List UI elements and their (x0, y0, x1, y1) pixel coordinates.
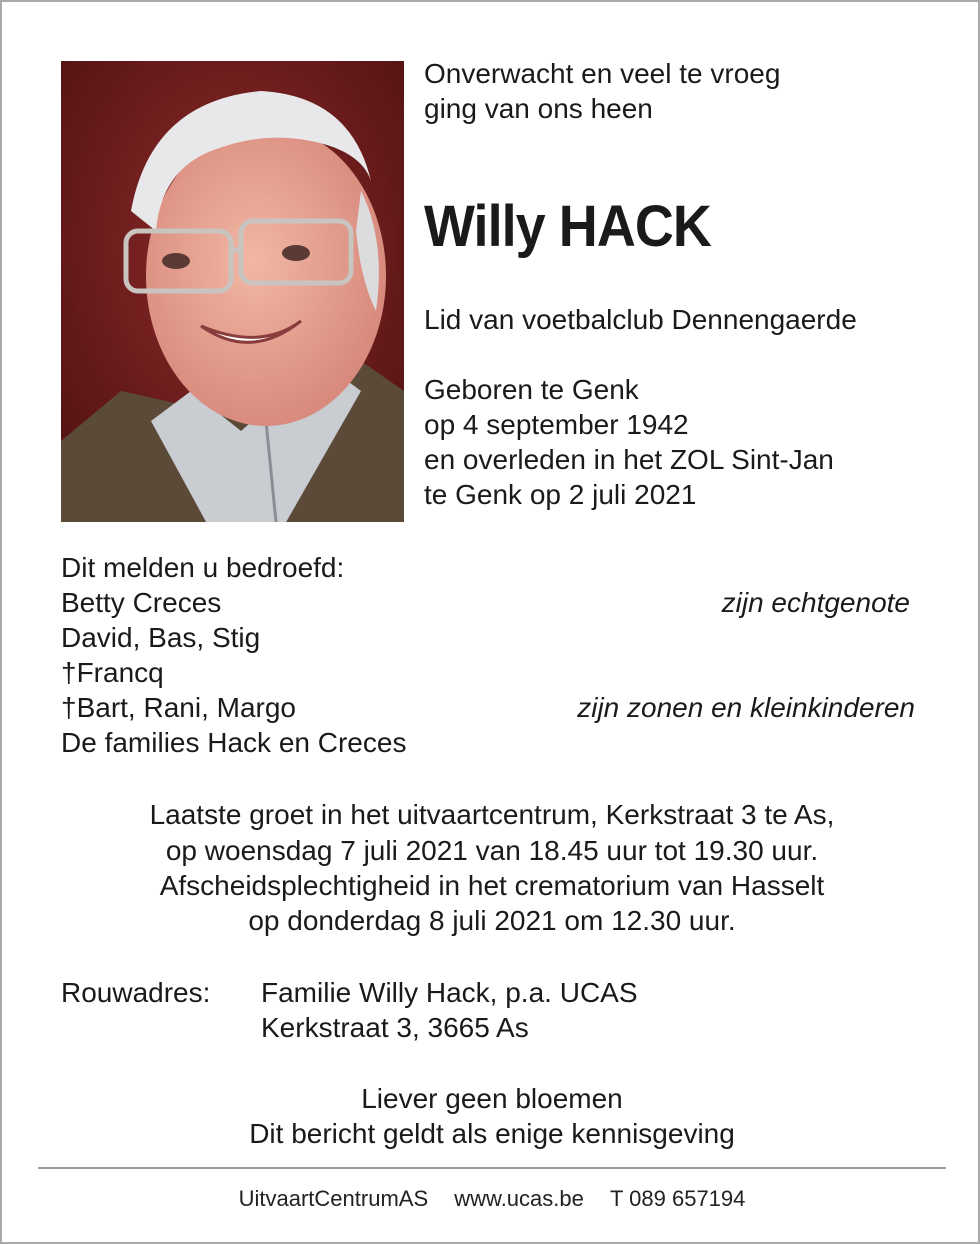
address-line-1: Familie Willy Hack, p.a. UCAS (261, 977, 638, 1008)
children-role: zijn zonen en kleinkinderen (577, 692, 915, 723)
death-line-2: te Genk op 2 juli 2021 (424, 479, 697, 510)
death-line-1: en overleden in het ZOL Sint-Jan (424, 444, 834, 475)
membership-text: Lid van voetbalclub Dennengaerde (424, 304, 857, 335)
ceremony-line-3: Afscheidsplechtigheid in het crematorium van Hasselt (159, 870, 825, 901)
address-line-2: Kerkstraat 3, 3665 As (261, 1012, 529, 1043)
footer-website[interactable]: www.ucas.be (454, 1186, 584, 1211)
address-label: Rouwadres: (61, 977, 211, 1008)
children-line-1: David, Bas, Stig (61, 622, 261, 653)
footer-divider (38, 1167, 946, 1169)
ceremony-line-2: op woensdag 7 juli 2021 van 18.45 uur tot 19.30 uur. (165, 835, 819, 866)
closing-line-2: Dit bericht geldt als enige kennisgeving (249, 1118, 735, 1149)
footer-company: UitvaartCentrumAS (238, 1186, 429, 1211)
portrait-illustration (61, 61, 404, 522)
birth-line-1: Geboren te Genk (424, 374, 639, 405)
ceremony-line-1: Laatste groet in het uitvaartcentrum, Kerkstraat 3 te As, (149, 799, 835, 830)
families-line: De families Hack en Creces (61, 727, 407, 758)
children-line-2: †Francq (61, 657, 164, 688)
family-heading: Dit melden u bedroefd: (61, 552, 345, 583)
birth-line-2: op 4 september 1942 (424, 409, 689, 440)
portrait-photo (61, 61, 404, 522)
intro-line-2: ging van ons heen (424, 93, 653, 124)
spouse-name: Betty Creces (61, 587, 222, 618)
spouse-role: zijn echtgenote (721, 587, 910, 618)
children-line-3: †Bart, Rani, Margo (61, 692, 296, 723)
ceremony-line-4: op donderdag 8 juli 2021 om 12.30 uur. (248, 905, 736, 936)
footer-phone: T 089 657194 (610, 1186, 746, 1211)
deceased-name: Willy HACK (424, 194, 711, 259)
intro-line-1: Onverwacht en veel te vroeg (424, 58, 781, 89)
closing-line-1: Liever geen bloemen (361, 1083, 623, 1114)
footer (2, 1184, 980, 1214)
